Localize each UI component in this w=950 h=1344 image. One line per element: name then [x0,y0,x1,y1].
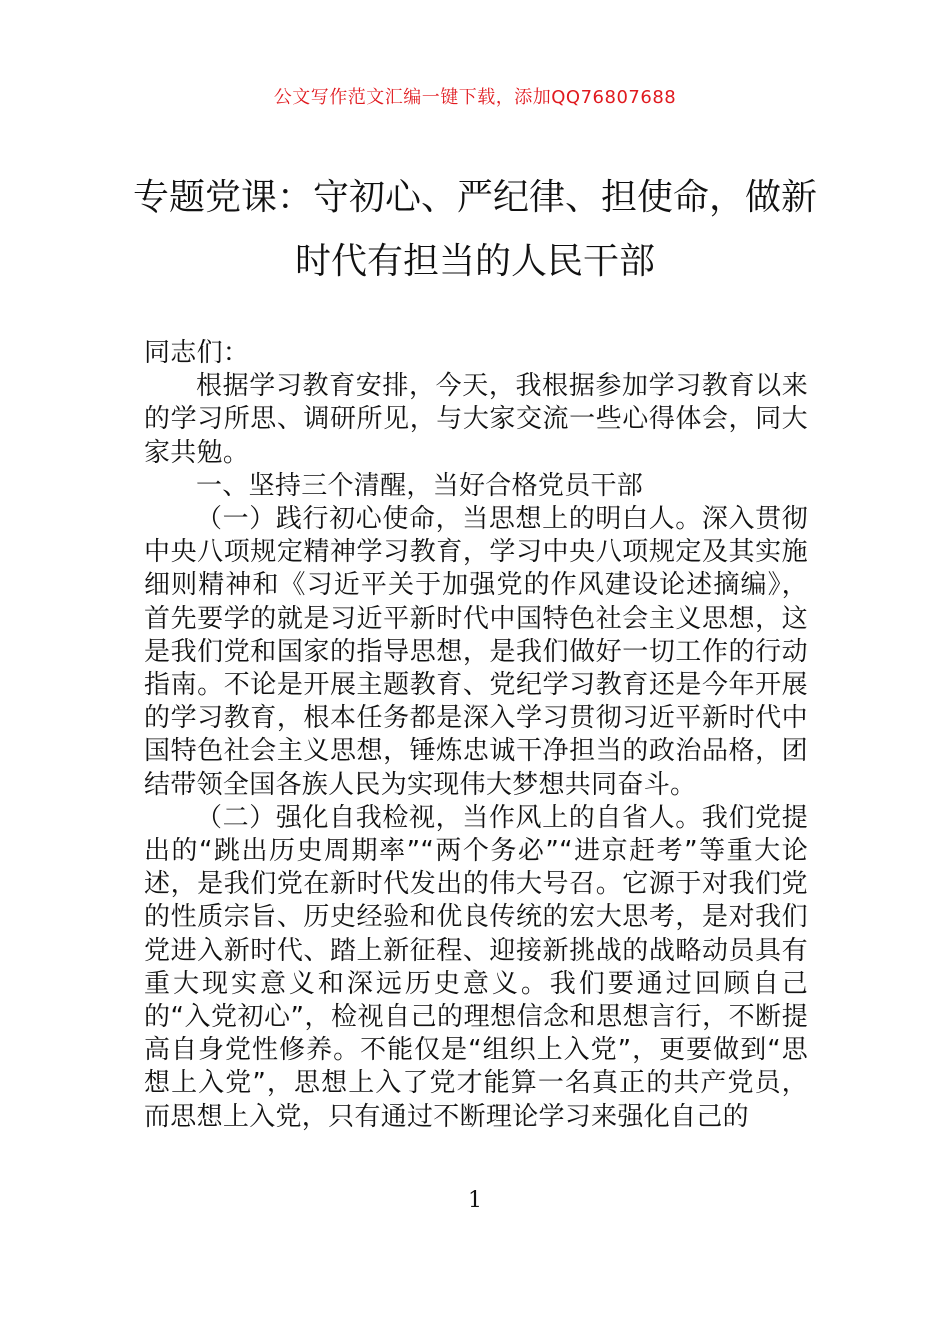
document-title: 专题党课：守初心、严纪律、担使命，做新时代有担当的人民干部 [132,177,817,282]
salutation: 同志们： [144,338,250,368]
page-number: 1 [468,1188,482,1213]
paragraph-subsection-1: （一）践行初心使命，当思想上的明白人。深入贯彻中央八项规定精神学习教育，学习中央八项规定及其实施细则精神和《习近平关于加强党的作风建设论述摘编》，首先要学的就是习近平新时代中国特色社会主义思想，这是我们党和国家的指导思想，是我们做好一切工作的行动指南。不论是开展主题教育、党纪学习教育还是今年开展的学习教育，根本任务都是深入学习贯彻习近平新时代中国特色社会主义思想，锤炼忠诚干净担当的政治品格，团结带领全国各族人民为实现伟大梦想共同奋斗。 [144,504,808,800]
paragraph-intro: 根据学习教育安排，今天，我根据参加学习教育以来的学习所思、调研所见，与大家交流一些心得体会，同大家共勉。 [144,371,808,468]
paragraph-subsection-2: （二）强化自我检视，当作风上的自省人。我们党提出的“跳出历史周期率”“两个务必”“进京赶考”等重大论述，是我们党在新时代发出的伟大号召。它源于对我们党的性质宗旨、历史经验和优良传统的宏大思考，是对我们党进入新时代、踏上新征程、迎接新挑战的战略动员具有重大现实意义和深远历史意义。我们要通过回顾自己的“入党初心”，检视自己的理想信念和思想言行，不断提高自身党性修养。不能仅是“组织上入党”，更要做到“思想上入党”，思想上入了党才能算一名真正的共产党员，而思想上入党，只有通过不断理论学习来强化自己的 [144,802,808,1132]
header-download-note: 公文写作范文汇编一键下载，添加QQ76807688 [273,87,677,108]
document-body [144,337,808,1134]
section-heading-1: 一、坚持三个清醒，当好合格党员干部 [196,470,644,501]
